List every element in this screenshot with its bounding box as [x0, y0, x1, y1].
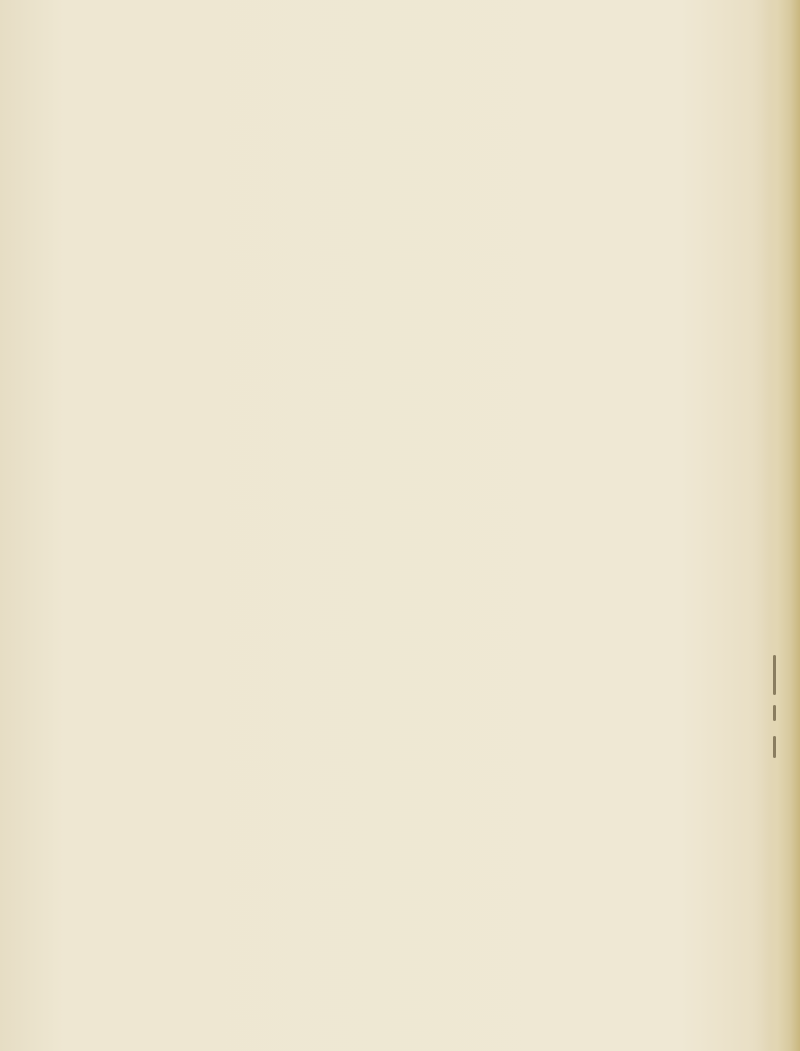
- edge-mark: [773, 655, 776, 695]
- edge-mark: [773, 736, 776, 758]
- edge-mark: [773, 705, 776, 721]
- page-edge-shadow: [762, 0, 800, 1051]
- body-text: [84, 131, 720, 135]
